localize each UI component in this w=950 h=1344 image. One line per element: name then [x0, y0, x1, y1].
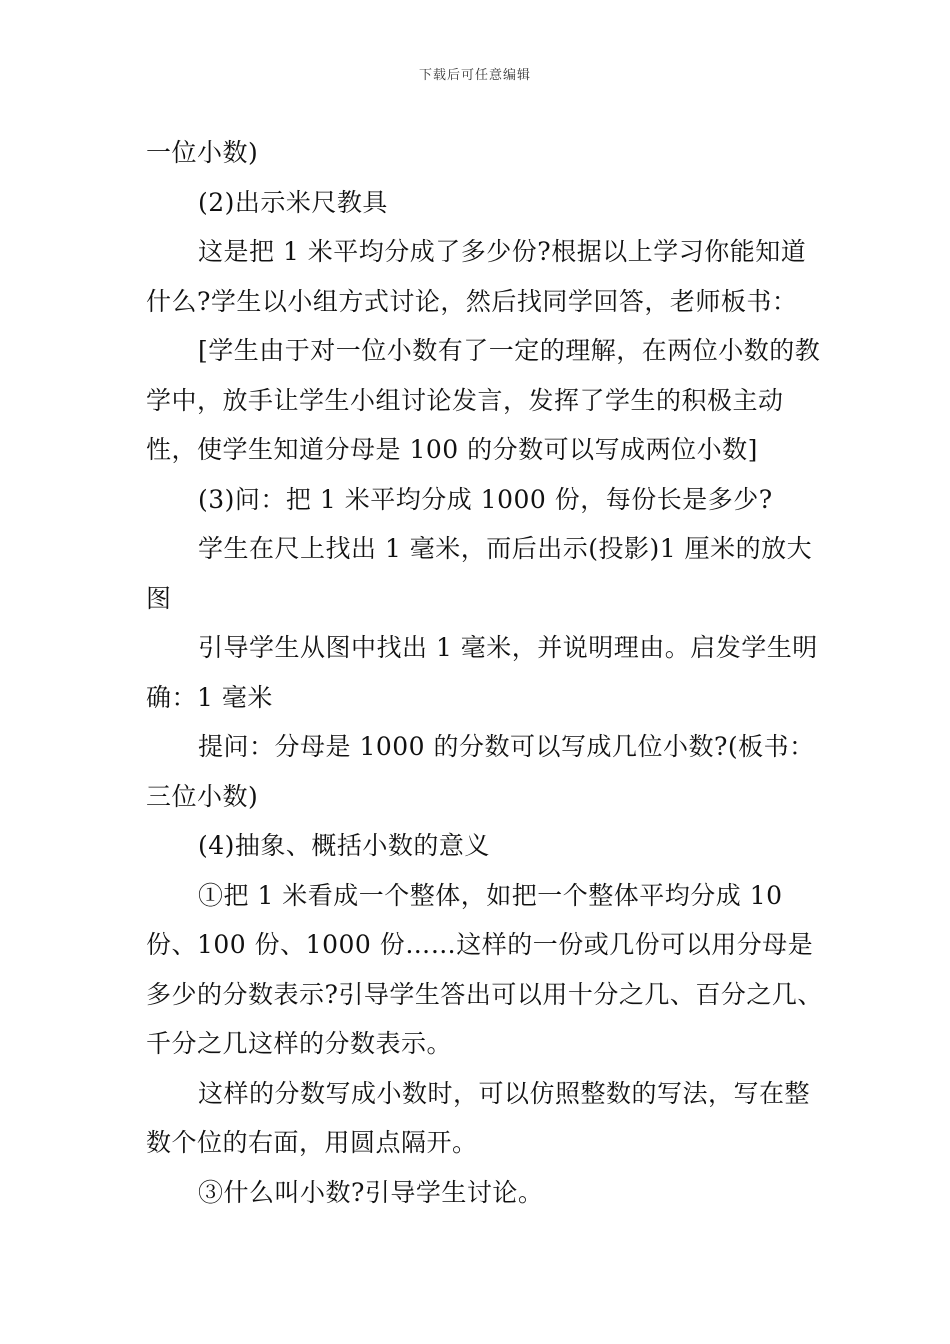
- paragraph: 一位小数): [146, 138, 259, 167]
- paragraph: ①把 1 米看成一个整体，如把一个整体平均分成 10 份、100 份、1000 份……这样的一份或几份可以用分母是多少的分数表示?引导学生答出可以用十分之几、百分之几、千分之几这样的分数表示。: [146, 880, 823, 1058]
- paragraph: ③什么叫小数?引导学生讨论。: [198, 1177, 544, 1207]
- paragraph: 这是把 1 米平均分成了多少份?根据以上学习你能知道什么?学生以小组方式讨论，然后找同学回答，老师板书：: [146, 237, 807, 316]
- paragraph: 引导学生从图中找出 1 毫米，并说明理由。启发学生明确：1 毫米: [146, 633, 818, 712]
- paragraph: 提问：分母是 1000 的分数可以写成几位小数?(板书：三位小数): [146, 732, 815, 811]
- paragraph: (3)问：把 1 米平均分成 1000 份，每份长是多少?: [198, 484, 773, 514]
- paragraph: (2)出示米尺教具: [198, 187, 388, 217]
- page-header: 下载后可任意编辑: [418, 68, 531, 83]
- paragraph: [学生由于对一位小数有了一定的理解，在两位小数的教学中，放手让学生小组讨论发言，发挥了学生的积极主动性，使学生知道分母是 100 的分数可以写成两位小数]: [146, 336, 821, 464]
- paragraph: 这样的分数写成小数时，可以仿照整数的写法，写在整数个位的右面，用圆点隔开。: [146, 1078, 811, 1157]
- paragraph: 学生在尺上找出 1 毫米，而后出示(投影)1 厘米的放大图: [146, 534, 813, 613]
- paragraph: (4)抽象、概括小数的意义: [198, 831, 490, 860]
- document-body: [146, 128, 826, 1217]
